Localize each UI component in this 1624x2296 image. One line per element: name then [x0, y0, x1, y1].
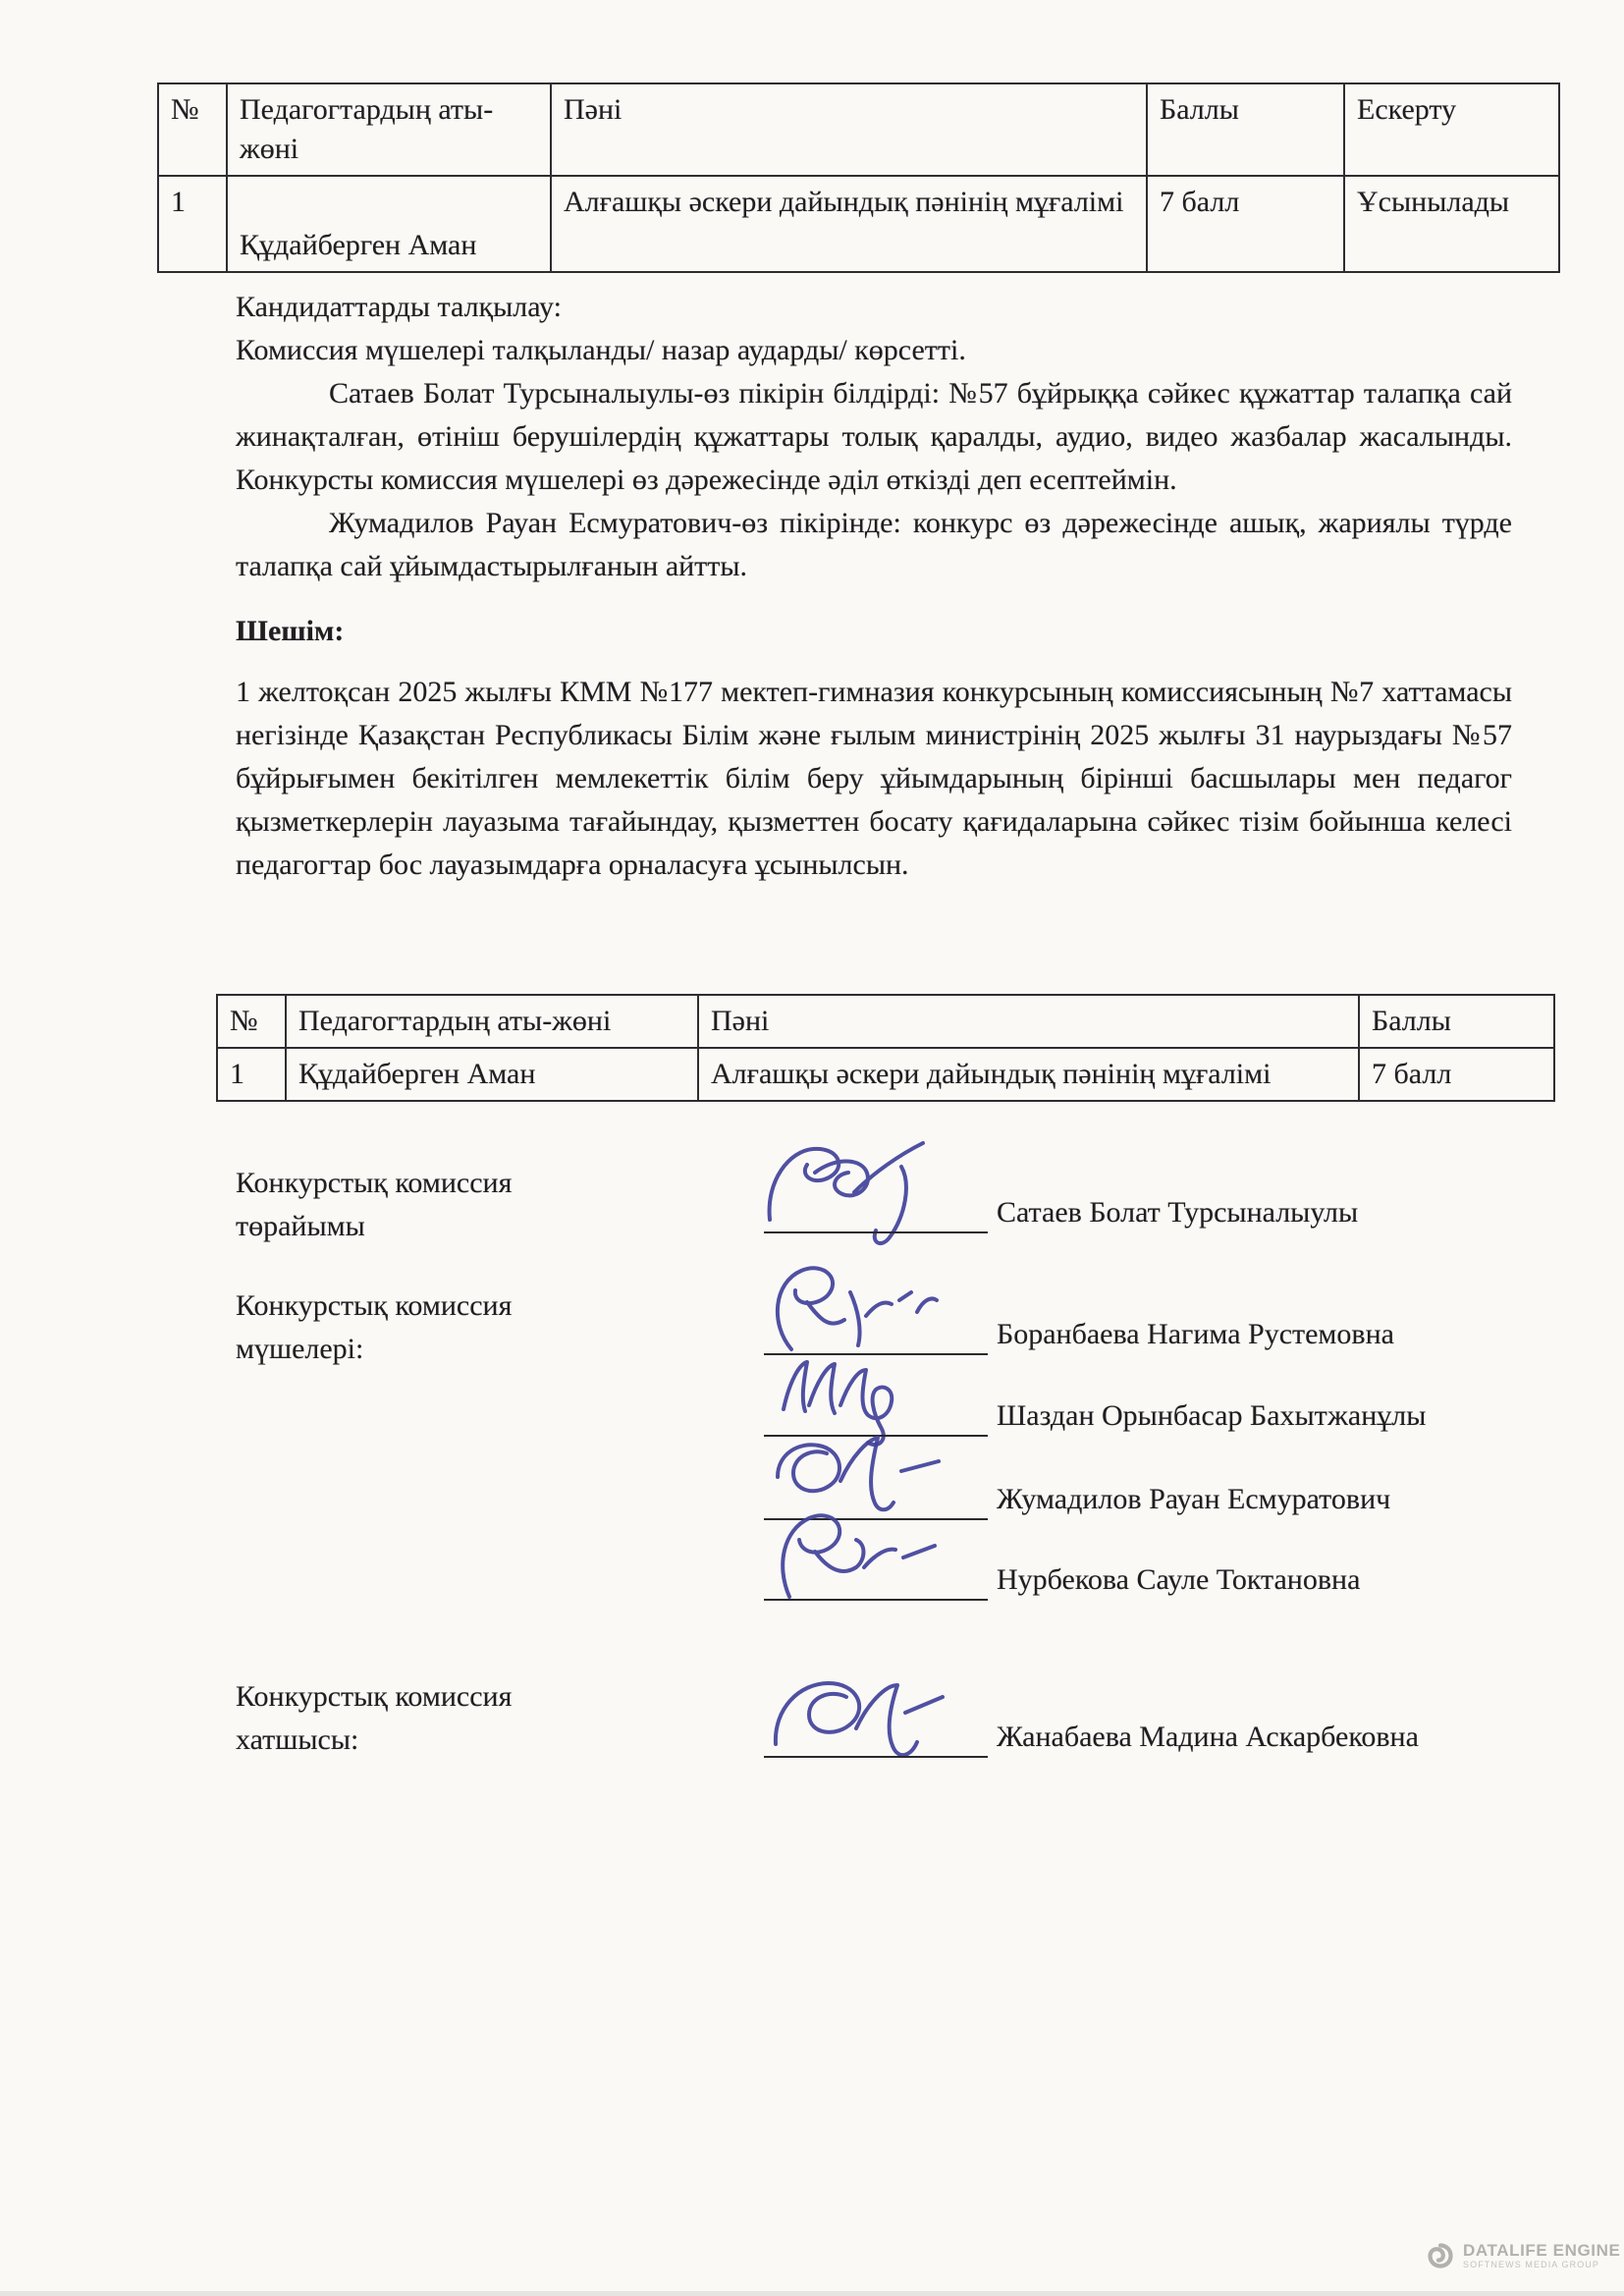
- cell-note: Ұсынылады: [1344, 176, 1559, 272]
- signatory-name: Жумадилов Рауан Есмуратович: [997, 1483, 1391, 1515]
- signature-line: [764, 1756, 988, 1758]
- secretary-label-line2: хатшысы:: [236, 1723, 359, 1756]
- secretary-label-line1: Конкурстық комиссия: [236, 1680, 513, 1713]
- recommended-table-header-row: [217, 995, 1554, 1048]
- candidates-table-row: [158, 176, 1559, 272]
- watermark-title: DATALIFE ENGINE: [1463, 2240, 1621, 2260]
- decision-paragraph: 1 желтоқсан 2025 жылғы КММ №177 мектеп-гимназия конкурсының комиссиясының №7 хаттамасы негізінде Қазақстан Республикасы Білім және ғылым министрінің 2025 жылғы 31 наурыздағы №57 бұйрығымен бекітілген мемлекеттік білім беру ұйымдарының бірінші басшылары мен педагог қызметкерлерін лауазыма тағайындау, қызметтен босату қағидаларына сәйкес тізім бойынша келесі педагогтар бос лауазымдарға орналасуға ұсынылсын.: [236, 676, 1512, 881]
- signatory-name: Сатаев Болат Турсыналыулы: [997, 1196, 1359, 1229]
- datalife-engine-watermark: [1426, 2241, 1620, 2270]
- col-header-note: Ескерту: [1344, 83, 1559, 176]
- signatory-name: Нурбекова Сауле Токтановна: [997, 1563, 1361, 1596]
- signatory-name: Жанабаева Мадина Аскарбековна: [997, 1721, 1419, 1753]
- candidates-table: [157, 82, 1560, 273]
- members-label-line2: мүшелері:: [236, 1333, 364, 1365]
- decision-heading: Шешім:: [236, 615, 345, 647]
- datalife-eye-icon: [1426, 2241, 1455, 2270]
- cell-teacher-name: Құдайберген Аман: [227, 176, 551, 272]
- candidates-table-header-row: [158, 83, 1559, 176]
- col-header-teacher-name: Педагогтардың аты-жөні: [286, 995, 698, 1048]
- cell-subject: Алғашқы әскери дайындық пәнінің мұғалімі: [551, 176, 1147, 272]
- cell-score: 7 балл: [1359, 1048, 1554, 1101]
- cell-score: 7 балл: [1147, 176, 1344, 272]
- opinion-paragraph-sataev: Сатаев Болат Турсыналыулы-өз пікірін білдірді: №57 бұйрыққа сәйкес құжаттар талапқа сай жинақталған, өтініш берушілердің құжаттары толық қаралды, аудио, видео жазбалар жасалынды. Конкурсты комиссия мүшелері өз дәрежесінде әділ өткізді деп есептеймін.: [236, 377, 1512, 496]
- members-label: [236, 1285, 658, 1371]
- watermark-subtitle: SOFTNEWS MEDIA GROUP: [1463, 2259, 1600, 2269]
- signature-row-chair: [756, 1139, 1522, 1262]
- cell-teacher-name: Құдайберген Аман: [286, 1048, 698, 1101]
- signatory-name: Боранбаева Нагима Рустемовна: [997, 1318, 1394, 1350]
- secretary-label: [236, 1675, 658, 1762]
- col-header-score: Баллы: [1359, 995, 1554, 1048]
- document-body-text: [236, 286, 1512, 887]
- opinion-paragraph-zhumadilov: Жумадилов Рауан Есмуратович-өз пікірінде: конкурс өз дәрежесінде ашық, жариялы түрде талапқа сай ұйымдастырылғанын айтты.: [236, 507, 1512, 582]
- signature-line: [764, 1599, 988, 1601]
- col-header-score: Баллы: [1147, 83, 1344, 176]
- signature-line: [764, 1231, 988, 1233]
- scan-bottom-edge: [0, 2291, 1624, 2296]
- handwritten-signature-ink: [756, 1133, 1001, 1255]
- cell-subject: Алғашқы әскери дайындық пәнінің мұғалімі: [698, 1048, 1359, 1101]
- members-label-line1: Конкурстық комиссия: [236, 1289, 513, 1322]
- recommended-table-row: [217, 1048, 1554, 1101]
- chair-label-line1: Конкурстық комиссия: [236, 1167, 513, 1199]
- watermark-text: [1463, 2242, 1620, 2270]
- chair-label: [236, 1162, 658, 1248]
- cell-number: 1: [158, 176, 227, 272]
- col-header-number: №: [158, 83, 227, 176]
- handwritten-signature-ink: [756, 1501, 1001, 1622]
- handwritten-signature-ink: [756, 1658, 1001, 1779]
- recommended-table: [216, 994, 1555, 1102]
- col-header-subject: Пәні: [698, 995, 1359, 1048]
- discussion-subheading: Комиссия мүшелері талқыланды/ назар аударды/ көрсетті.: [236, 334, 966, 366]
- signatory-name: Шаздан Орынбасар Бахытжанұлы: [997, 1399, 1427, 1432]
- col-header-teacher-name: Педагогтардың аты-жөні: [227, 83, 551, 176]
- chair-label-line2: төрайымы: [236, 1210, 365, 1242]
- col-header-number: №: [217, 995, 286, 1048]
- discussion-heading: Кандидаттарды талқылау:: [236, 291, 562, 323]
- signature-row-secretary: [756, 1664, 1522, 1786]
- signature-row-member-4: [756, 1506, 1522, 1629]
- cell-number: 1: [217, 1048, 286, 1101]
- col-header-subject: Пәні: [551, 83, 1147, 176]
